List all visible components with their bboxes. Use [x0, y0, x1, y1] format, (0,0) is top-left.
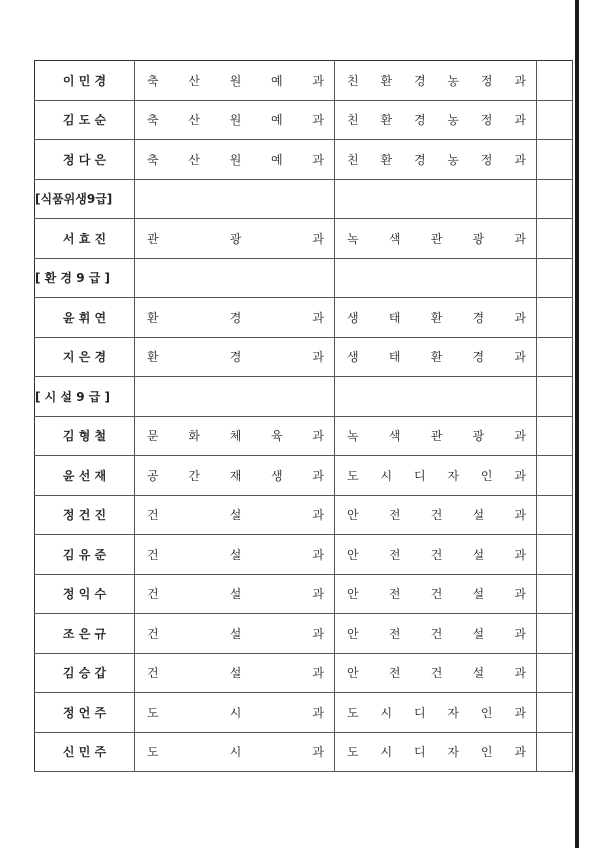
department-text: [135, 348, 334, 365]
department-char: 생: [347, 310, 359, 325]
department-char: 정: [480, 73, 493, 88]
department-char: 과: [514, 745, 526, 760]
department-text: [135, 230, 334, 247]
empty-cell: [335, 258, 537, 298]
department-char: 경: [413, 73, 426, 88]
employee-name: 정 익 수: [35, 574, 135, 614]
current-department: [135, 298, 335, 338]
department-char: 경: [229, 310, 242, 325]
department-char: 산: [188, 152, 200, 167]
new-department: [335, 732, 537, 772]
department-char: 원: [229, 73, 242, 88]
section-header-row: [35, 377, 573, 417]
department-char: 전: [388, 508, 401, 523]
department-char: 관: [430, 231, 443, 246]
empty-cell: [135, 377, 335, 417]
department-char: 전: [388, 587, 401, 602]
department-char: 설: [472, 626, 485, 641]
new-department: [335, 219, 537, 259]
department-char: 전: [388, 666, 401, 681]
department-char: 과: [312, 587, 324, 602]
department-text: [135, 743, 334, 760]
department-char: 설: [472, 587, 485, 602]
department-char: 원: [229, 152, 242, 167]
department-char: 예: [271, 73, 283, 88]
department-char: 설: [472, 666, 485, 681]
remarks-cell: [537, 653, 573, 693]
department-char: 인: [480, 745, 493, 760]
table-row: [35, 535, 573, 575]
department-char: 환: [380, 113, 393, 128]
department-char: 과: [312, 547, 324, 562]
department-char: 축: [147, 113, 159, 128]
department-char: 건: [147, 666, 159, 681]
department-char: 과: [514, 508, 526, 523]
department-char: 체: [229, 429, 242, 444]
current-department: [135, 416, 335, 456]
department-char: 정: [480, 113, 493, 128]
current-department: [135, 693, 335, 733]
department-char: 예: [271, 113, 283, 128]
empty-cell: [335, 179, 537, 219]
department-char: 과: [514, 73, 526, 88]
current-department: [135, 732, 335, 772]
new-department: [335, 456, 537, 496]
department-text: [335, 72, 536, 89]
current-department: [135, 100, 335, 140]
new-department: [335, 298, 537, 338]
department-char: 건: [430, 547, 443, 562]
department-char: 색: [388, 429, 401, 444]
current-department: [135, 574, 335, 614]
employee-name: 이 민 경: [35, 61, 135, 101]
department-char: 시: [229, 705, 242, 720]
employee-name: 윤 선 재: [35, 456, 135, 496]
remarks-cell: [537, 219, 573, 259]
department-char: 디: [413, 745, 426, 760]
department-char: 건: [147, 508, 159, 523]
department-char: 도: [147, 745, 159, 760]
employee-name: 정 언 주: [35, 693, 135, 733]
remarks-cell: [537, 61, 573, 101]
new-department: [335, 495, 537, 535]
employee-name: 윤 휘 연: [35, 298, 135, 338]
empty-cell: [537, 258, 573, 298]
department-char: 건: [430, 587, 443, 602]
department-char: 육: [271, 429, 283, 444]
current-department: [135, 495, 335, 535]
department-char: 과: [514, 547, 526, 562]
department-char: 생: [347, 350, 359, 365]
new-department: [335, 337, 537, 377]
department-char: 과: [312, 350, 324, 365]
employee-name: 김 유 준: [35, 535, 135, 575]
department-char: 시: [229, 745, 242, 760]
remarks-cell: [537, 337, 573, 377]
remarks-cell: [537, 298, 573, 338]
empty-cell: [135, 179, 335, 219]
department-char: 과: [514, 468, 526, 483]
department-text: [135, 506, 334, 523]
department-char: 녹: [347, 231, 359, 246]
department-char: 문: [147, 429, 159, 444]
department-char: 과: [514, 350, 526, 365]
department-text: [135, 427, 334, 444]
department-char: 설: [229, 626, 242, 641]
current-department: [135, 140, 335, 180]
department-char: 농: [447, 113, 459, 128]
department-char: 축: [147, 73, 159, 88]
table-row: [35, 298, 573, 338]
department-char: 태: [388, 310, 401, 325]
department-char: 축: [147, 152, 159, 167]
department-text: [335, 585, 536, 602]
table-row: [35, 693, 573, 733]
department-char: 전: [388, 626, 401, 641]
department-char: 친: [347, 113, 359, 128]
department-char: 전: [388, 547, 401, 562]
department-text: [335, 664, 536, 681]
empty-cell: [537, 179, 573, 219]
department-char: 과: [514, 705, 526, 720]
current-department: [135, 337, 335, 377]
department-char: 과: [514, 626, 526, 641]
department-char: 과: [312, 429, 324, 444]
department-char: 과: [514, 231, 526, 246]
table-row: [35, 219, 573, 259]
table-row: [35, 732, 573, 772]
department-char: 건: [430, 508, 443, 523]
new-department: [335, 653, 537, 693]
new-department: [335, 416, 537, 456]
remarks-cell: [537, 693, 573, 733]
department-char: 건: [430, 666, 443, 681]
department-text: [335, 743, 536, 760]
department-char: 친: [347, 73, 359, 88]
table-row: [35, 653, 573, 693]
department-char: 녹: [347, 429, 359, 444]
remarks-cell: [537, 456, 573, 496]
department-text: [135, 546, 334, 563]
department-char: 과: [312, 508, 324, 523]
department-text: [135, 151, 334, 168]
employee-name: 김 도 순: [35, 100, 135, 140]
department-text: [135, 704, 334, 721]
department-char: 과: [312, 152, 324, 167]
department-text: [335, 111, 536, 128]
new-department: [335, 100, 537, 140]
department-text: [335, 506, 536, 523]
current-department: [135, 653, 335, 693]
new-department: [335, 574, 537, 614]
department-char: 자: [447, 705, 459, 720]
department-char: 안: [347, 587, 359, 602]
employee-name: 김 형 철: [35, 416, 135, 456]
department-char: 경: [413, 113, 426, 128]
department-char: 인: [480, 468, 493, 483]
department-char: 과: [312, 745, 324, 760]
department-char: 자: [447, 468, 459, 483]
department-char: 안: [347, 508, 359, 523]
current-department: [135, 535, 335, 575]
department-char: 과: [312, 73, 324, 88]
department-char: 과: [514, 587, 526, 602]
department-char: 예: [271, 152, 283, 167]
department-char: 안: [347, 547, 359, 562]
current-department: [135, 614, 335, 654]
department-char: 설: [229, 666, 242, 681]
empty-cell: [335, 377, 537, 417]
department-char: 광: [472, 231, 485, 246]
current-department: [135, 219, 335, 259]
department-text: [335, 348, 536, 365]
new-department: [335, 61, 537, 101]
department-char: 도: [347, 705, 359, 720]
department-char: 과: [312, 113, 324, 128]
remarks-cell: [537, 100, 573, 140]
department-char: 안: [347, 666, 359, 681]
employee-name: 신 민 주: [35, 732, 135, 772]
employee-name: 서 효 진: [35, 219, 135, 259]
department-char: 디: [413, 468, 426, 483]
table-row: [35, 61, 573, 101]
department-text: [135, 72, 334, 89]
remarks-cell: [537, 416, 573, 456]
department-char: 설: [229, 587, 242, 602]
department-char: 광: [472, 429, 485, 444]
department-char: 관: [430, 429, 443, 444]
department-text: [135, 111, 334, 128]
new-department: [335, 614, 537, 654]
department-char: 산: [188, 113, 200, 128]
employee-name: 김 승 갑: [35, 653, 135, 693]
section-header: [ 시 설 9 급 ]: [35, 377, 135, 417]
department-char: 건: [147, 587, 159, 602]
department-char: 원: [229, 113, 242, 128]
department-text: [335, 467, 536, 484]
department-char: 태: [388, 350, 401, 365]
employee-name: 정 다 은: [35, 140, 135, 180]
department-char: 환: [147, 350, 159, 365]
department-char: 과: [514, 666, 526, 681]
department-char: 경: [472, 310, 485, 325]
department-char: 산: [188, 73, 200, 88]
empty-cell: [537, 377, 573, 417]
department-char: 경: [413, 152, 426, 167]
table-row: [35, 337, 573, 377]
department-text: [135, 309, 334, 326]
remarks-cell: [537, 574, 573, 614]
section-header-row: [35, 179, 573, 219]
department-char: 생: [271, 468, 283, 483]
remarks-cell: [537, 535, 573, 575]
department-char: 과: [312, 310, 324, 325]
department-char: 과: [312, 705, 324, 720]
department-text: [335, 230, 536, 247]
department-char: 색: [388, 231, 401, 246]
department-char: 인: [480, 705, 493, 720]
department-char: 관: [147, 231, 159, 246]
table-row: [35, 495, 573, 535]
current-department: [135, 456, 335, 496]
department-char: 시: [380, 745, 393, 760]
section-header: [식품위생9급]: [35, 179, 135, 219]
department-char: 설: [472, 547, 485, 562]
personnel-table: [34, 60, 573, 772]
department-char: 자: [447, 745, 459, 760]
department-char: 과: [312, 626, 324, 641]
table-row: [35, 574, 573, 614]
department-text: [135, 467, 334, 484]
department-char: 간: [188, 468, 200, 483]
table-row: [35, 456, 573, 496]
department-text: [135, 585, 334, 602]
department-char: 과: [514, 113, 526, 128]
department-char: 광: [229, 231, 242, 246]
department-char: 환: [147, 310, 159, 325]
department-char: 화: [188, 429, 200, 444]
department-char: 과: [514, 152, 526, 167]
page-edge-line: [575, 0, 579, 848]
department-char: 과: [312, 231, 324, 246]
current-department: [135, 61, 335, 101]
department-char: 경: [472, 350, 485, 365]
department-char: 재: [229, 468, 242, 483]
employee-name: 정 건 진: [35, 495, 135, 535]
new-department: [335, 693, 537, 733]
department-char: 설: [229, 547, 242, 562]
remarks-cell: [537, 614, 573, 654]
department-char: 과: [312, 468, 324, 483]
department-text: [335, 704, 536, 721]
department-text: [335, 546, 536, 563]
department-char: 도: [147, 705, 159, 720]
department-text: [335, 309, 536, 326]
department-char: 정: [480, 152, 493, 167]
section-header-row: [35, 258, 573, 298]
employee-name: 조 은 규: [35, 614, 135, 654]
department-char: 과: [514, 310, 526, 325]
remarks-cell: [537, 732, 573, 772]
department-char: 건: [430, 626, 443, 641]
department-char: 환: [380, 73, 393, 88]
department-text: [135, 664, 334, 681]
department-text: [135, 625, 334, 642]
department-char: 시: [380, 468, 393, 483]
department-char: 시: [380, 705, 393, 720]
new-department: [335, 140, 537, 180]
department-char: 안: [347, 626, 359, 641]
department-char: 과: [514, 429, 526, 444]
department-char: 도: [347, 468, 359, 483]
department-char: 과: [312, 666, 324, 681]
department-char: 설: [229, 508, 242, 523]
department-char: 건: [147, 547, 159, 562]
department-char: 도: [347, 745, 359, 760]
department-char: 공: [147, 468, 159, 483]
remarks-cell: [537, 495, 573, 535]
employee-name: 지 은 경: [35, 337, 135, 377]
department-char: 디: [413, 705, 426, 720]
table-row: [35, 100, 573, 140]
department-char: 환: [380, 152, 393, 167]
remarks-cell: [537, 140, 573, 180]
department-text: [335, 625, 536, 642]
section-header: [ 환 경 9 급 ]: [35, 258, 135, 298]
table-row: [35, 416, 573, 456]
department-char: 농: [447, 152, 459, 167]
empty-cell: [135, 258, 335, 298]
department-char: 환: [430, 310, 443, 325]
department-char: 환: [430, 350, 443, 365]
table-row: [35, 614, 573, 654]
department-text: [335, 427, 536, 444]
new-department: [335, 535, 537, 575]
department-char: 건: [147, 626, 159, 641]
department-text: [335, 151, 536, 168]
table-row: [35, 140, 573, 180]
department-char: 설: [472, 508, 485, 523]
department-char: 친: [347, 152, 359, 167]
department-char: 농: [447, 73, 459, 88]
department-char: 경: [229, 350, 242, 365]
